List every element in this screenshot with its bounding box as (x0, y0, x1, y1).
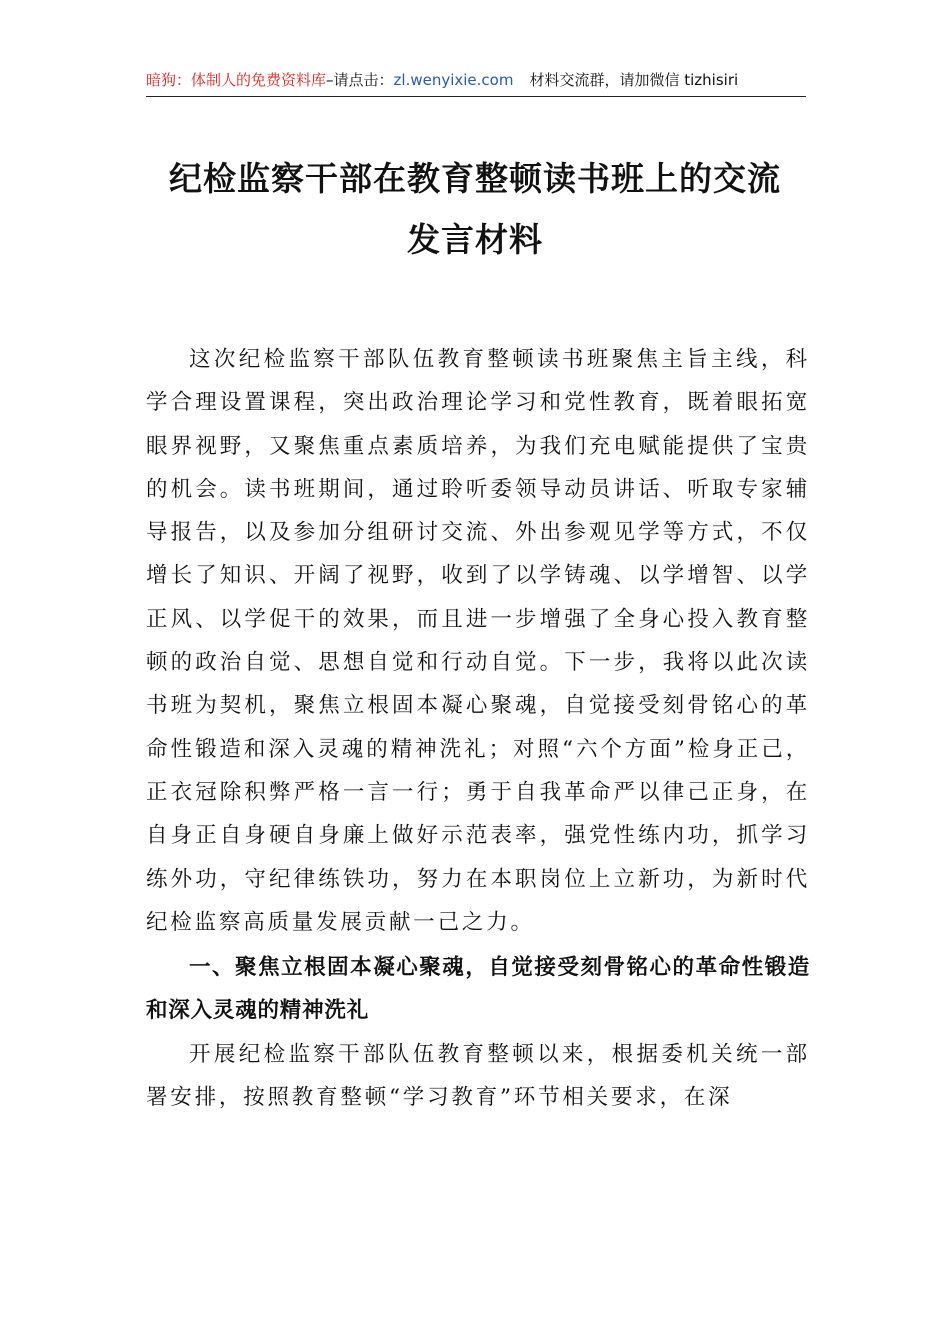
title-line-2: 发言材料 (407, 220, 543, 259)
document-body (146, 338, 810, 1119)
paragraph-intro: 这次纪检监察干部队伍教育整顿读书班聚焦主旨主线，科学合理设置课程，突出政治理论学习和党性教育，既着眼拓宽眼界视野，又聚焦重点素质培养，为我们充电赋能提供了宝贵的机会。读书班期间，通过聆听委领导动员讲话、听取专家辅导报告，以及参加分组研讨交流、外出参观见学等方式，不仅增长了知识、开阔了视野，收到了以学铸魂、以学增智、以学正风、以学促干的效果，而且进一步增强了全身心投入教育整顿的政治自觉、思想自觉和行动自觉。下一步，我将以此次读书班为契机，聚焦立根固本凝心聚魂，自觉接受刻骨铭心的革命性锻造和深入灵魂的精神洗礼；对照“六个方面”检身正己，正衣冠除积弊严格一言一行；勇于自我革命严以律己正身，在自身正自身硬自身廉上做好示范表率，强党性练内功，抓学习练外功，守纪律练铁功，努力在本职岗位上立新功，为新时代纪检监察高质量发展贡献一己之力。 (146, 347, 810, 935)
page-header (146, 66, 806, 97)
document-title (140, 148, 810, 270)
title-line-1: 纪检监察干部在教育整顿读书班上的交流 (169, 159, 781, 198)
header-url-link[interactable]: zl.wenyixie.com (393, 71, 514, 89)
section-heading-1: 一、聚焦立根固本凝心聚魂，自觉接受刻骨铭心的革命性锻造和深入灵魂的精神洗礼 (146, 955, 810, 1024)
header-group-text: 材料交流群，请加微信 tizhisiri (529, 71, 739, 89)
paragraph-section-1: 开展纪检监察干部队伍教育整顿以来，根据委机关统一部署安排，按照教育整顿“学习教育”环节相关要求，在深 (146, 1041, 810, 1111)
header-brand: 暗狗：体制人的免费资料库 (146, 71, 327, 89)
header-click-prompt: –请点击： (326, 71, 394, 89)
